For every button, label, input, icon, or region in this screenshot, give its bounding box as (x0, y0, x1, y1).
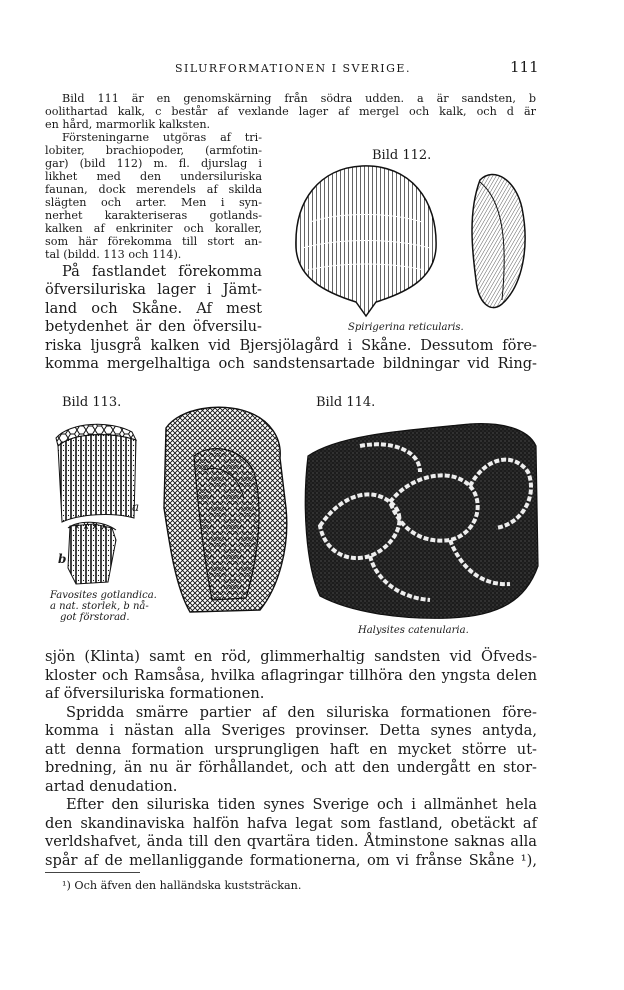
text-line: artad denudation. (45, 778, 178, 795)
running-title: SILURFORMATIONEN I SVERIGE. (175, 62, 411, 75)
footnote: ¹) Och äfven den halländska kuststräckan. (62, 879, 302, 892)
page-header (0, 58, 624, 82)
text-line: nerhet karakteriseras gotlands- (45, 209, 262, 222)
text-line: Försteningarne utgöras af tri- (62, 131, 262, 144)
text-line: lobiter, brachiopoder, (armfotin- (45, 144, 262, 157)
figure-114-label: Bild 114. (316, 395, 376, 410)
figure-113-mark-a: a (132, 500, 140, 514)
text-line: Efter den siluriska tiden synes Sverige och i allmänhet hela (66, 796, 537, 813)
text-line: betydenhet är den öfversilu- (45, 318, 262, 335)
text-line: spår af de mellanliggande formationerna, om vi frånse Skåne ¹), (45, 852, 537, 869)
text-line: På fastlandet förekomma (62, 263, 262, 280)
text-line: tal (bildd. 113 och 114). (45, 248, 182, 261)
text-line: bredning, än nu är förhållandet, och att den undergått en stor- (45, 759, 537, 776)
text-line: kloster och Ramsåsa, hvilka aflagringar tillhöra den yngsta delen (45, 667, 537, 684)
figure-112-label: Bild 112. (372, 148, 432, 163)
text-line: oolithartad kalk, c består af vexlande lager af mergel och kalk, och d är (45, 105, 536, 118)
figure-113-mark-b: b (58, 552, 67, 566)
figure-114-caption: Halysites catenularia. (358, 625, 469, 636)
footnote-rule (45, 872, 140, 873)
text-line: verldshafvet, ända till den qvartära tiden. Åtminstone saknas alla (45, 833, 537, 850)
text-line: af öfversiluriska formationen. (45, 685, 265, 702)
text-line: Bild 111 är en genomskärning från södra udden. a är sandsten, b (62, 92, 536, 105)
text-line: slägten och arter. Men i syn- (45, 196, 262, 209)
figure-114-illustration (300, 416, 540, 622)
text-line: faunan, dock merendels af skilda (45, 183, 262, 196)
text-line: att denna formation ursprungligen haft en mycket större ut- (45, 741, 537, 758)
text-line: sjön (Klinta) samt en röd, glimmerhaltig sandsten vid Öfveds- (45, 648, 537, 665)
text-line: komma mergelhaltiga och sandstensartade bildningar vid Ring- (45, 355, 537, 372)
text-line: öfversiluriska lager i Jämt- (45, 281, 262, 298)
page-number: 111 (510, 58, 539, 76)
text-line: Spridda smärre partier af den siluriska formationen före- (66, 704, 537, 721)
text-line: som här förekomma till stort an- (45, 235, 262, 248)
caption-line: Favosites gotlandica. (50, 590, 157, 601)
text-line: en hård, marmorlik kalksten. (45, 118, 211, 131)
text-line: riska ljusgrå kalken vid Bjersjölagård i Skåne. Dessutom före- (45, 337, 537, 354)
caption-line: a nat. storlek, b nå- (50, 601, 149, 612)
text-line: kalken af enkriniter och koraller, (45, 222, 262, 235)
text-line: gar) (bild 112) m. fl. djurslag i (45, 157, 262, 170)
text-line: likhet med den undersiluriska (45, 170, 262, 183)
figure-113-label: Bild 113. (62, 395, 122, 410)
figure-113-caption (50, 590, 157, 623)
text-line: komma i nästan alla Sveriges provinser. Detta synes antyda, (45, 722, 537, 739)
caption-line: got förstorad. (60, 612, 130, 623)
figure-112-illustration (280, 160, 550, 328)
text-line: land och Skåne. Af mest (45, 300, 262, 317)
figure-113b-coral-fragment (150, 398, 300, 614)
figure-112-caption: Spirigerina reticularis. (348, 322, 464, 333)
text-line: den skandinaviska halfön hafva legat som fastland, obetäckt af (45, 815, 537, 832)
